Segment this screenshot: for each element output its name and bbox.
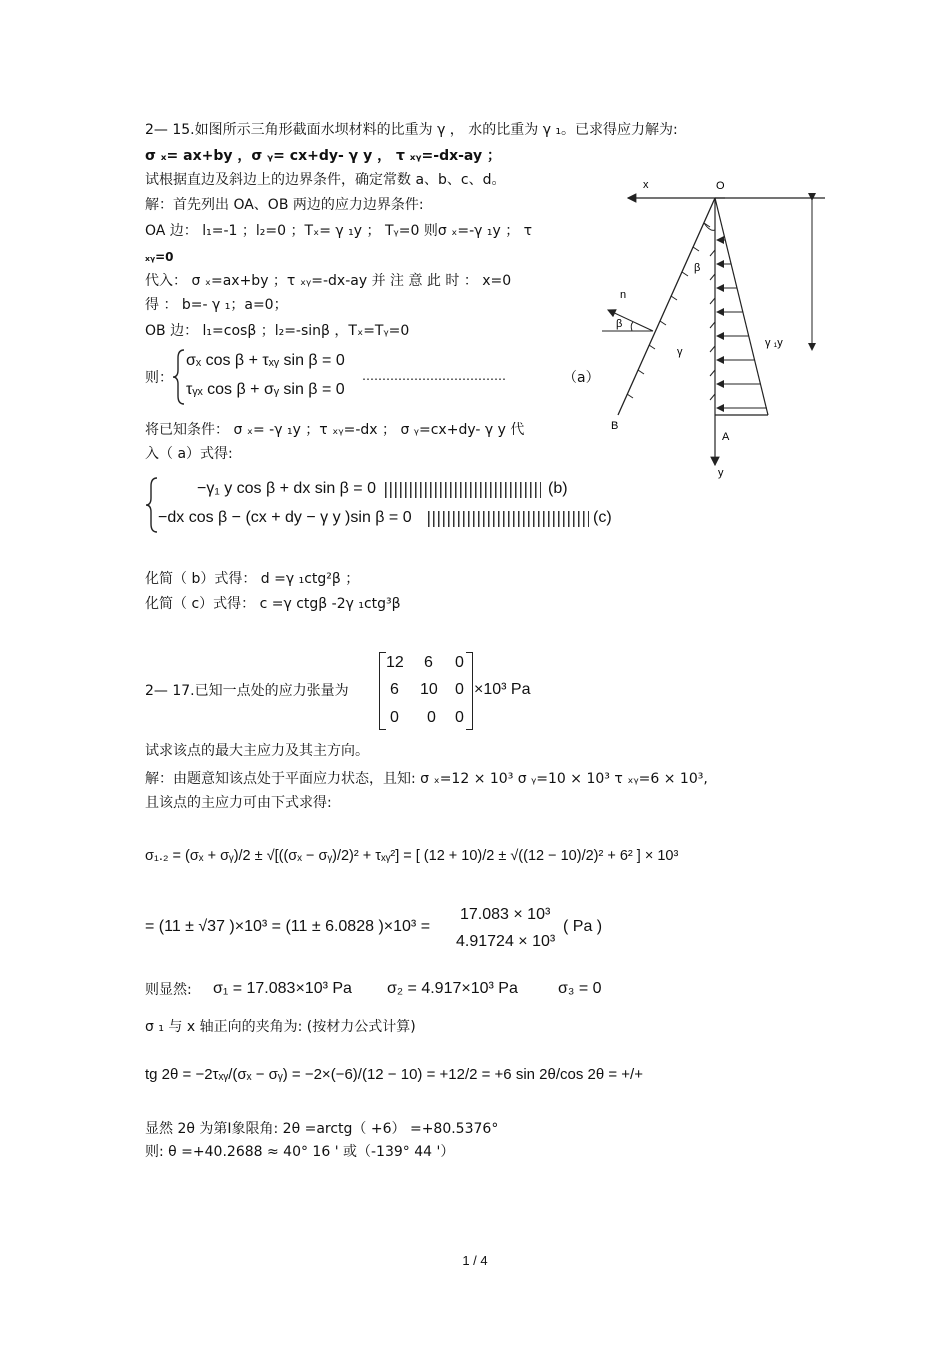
label-a: A xyxy=(722,431,730,443)
page-indicator: 1 / 4 xyxy=(462,1253,488,1268)
p215-line-task: 试根据直边及斜边上的边界条件，确定常数 a、b、c、d。 xyxy=(145,172,506,188)
p215-line-known: 将已知条件： σ ₓ= -γ ₁y ；τ ₓᵧ=-dx ； σ ᵧ=cx+dy- γ y 代 xyxy=(145,422,525,438)
p217-question: 试求该点的最大主应力及其主方向。 xyxy=(145,743,369,759)
p215-line-into: 入（ a）式得: xyxy=(145,446,233,462)
p215-line-title: 2— 15.如图所示三角形截面水坝材料的比重为 γ ， 水的比重为 γ ₁。已求得应力解为: xyxy=(145,122,678,138)
label-x: x xyxy=(643,179,649,191)
label-o: O xyxy=(716,180,725,192)
label-gamma: γ xyxy=(677,346,683,358)
filler-c xyxy=(428,511,589,527)
matrix-bracket-left xyxy=(379,652,386,730)
matrix-cell: 6 xyxy=(424,654,433,671)
p215-line-oa: OA 边： l₁=-1 ；l₂=0 ；Tₓ= γ ₁y ； Tᵧ=0 则σ ₓ=-γ ₁y ； τ xyxy=(145,223,533,239)
p215-line-oa-cont: ₓᵧ=0 xyxy=(145,250,174,264)
matrix-cell: 12 xyxy=(386,654,404,671)
results-intro: 则显然: xyxy=(145,982,192,998)
p217-solution-1: 解：由题意知该点处于平面应力状态，且知: σ ₓ=12 × 10³ σ ᵧ=10 × 10³ τ ₓᵧ=6 × 10³, xyxy=(145,771,708,787)
then-label: 则： xyxy=(145,370,173,386)
stress-matrix xyxy=(386,652,468,728)
p215-line-result: 得 ： b=- γ ₁；a=0； xyxy=(145,297,288,313)
brace-bc xyxy=(145,476,159,534)
p215-line-solution: σ ₓ= ax+by ，σ ᵧ= cx+dy- γ y ， τ ₓᵧ=-dx-ay ； xyxy=(145,148,501,164)
matrix-cell: 0 xyxy=(455,709,464,726)
tag-b: (b) xyxy=(548,480,568,497)
angle-intro: σ ₁ 与 x 轴正向的夹角为: (按材力公式计算) xyxy=(145,1019,416,1035)
simplify-c: 化简（ c）式得： c =γ ctgβ -2γ ₁ctg³β xyxy=(145,596,401,612)
label-beta-n: β xyxy=(616,318,623,330)
p215-line-start: 解：首先列出 OA、OB 两边的应力边界条件: xyxy=(145,197,424,213)
simplify-b: 化简（ b）式得： d =γ ₁ctg²β ； xyxy=(145,571,360,587)
tag-c: (c) xyxy=(593,509,612,526)
matrix-cell: 10 xyxy=(420,681,438,698)
principal-stress-formula: σ₁.₂ = (σₓ + σᵧ)/2 ± √[((σₓ − σᵧ)/2)² + τₓᵧ²] = [ (12 + 10)/2 ± √((12 − 10)/2)² + 6² ] × 10³ xyxy=(145,848,679,864)
matrix-cell: 0 xyxy=(455,681,464,698)
tag-a: （a） xyxy=(563,370,600,386)
principal-stress-unit: ( Pa ) xyxy=(563,918,603,935)
matrix-unit: ×10³ Pa xyxy=(474,681,531,698)
quadrant-line: 显然 2θ 为第Ⅰ象限角: 2θ =arctg（ +6） =+80.5376° xyxy=(145,1121,499,1137)
label-gamma1y: γ ₁y xyxy=(765,337,783,349)
tangent-formula: tg 2θ = −2τₓᵧ/(σₓ − σᵧ) = −2×(−6)/(12 − 10) = +12/2 = +6 sin 2θ/cos 2θ = +/+ xyxy=(145,1066,643,1083)
sigma1-value: σ₁ = 17.083×10³ Pa xyxy=(213,980,352,997)
equation-b: −γ₁ y cos β + dx sin β = 0 xyxy=(197,480,376,497)
theta-result: 则: θ =+40.2688 ≈ 40° 16 ' 或（-139° 44 '） xyxy=(145,1144,455,1160)
equation-c: −dx cos β − (cx + dy − γ y )sin β = 0 xyxy=(158,509,412,526)
sigma2-value: σ₂ = 4.917×10³ Pa xyxy=(387,980,518,997)
matrix-cell: 0 xyxy=(390,709,399,726)
label-b: B xyxy=(611,420,619,432)
dots: ……………………………… xyxy=(362,369,506,383)
principal-stress-eval: = (11 ± √37 )×10³ = (11 ± 6.0828 )×10³ = xyxy=(145,918,431,935)
principal-stress-low: 4.91724 × 10³ xyxy=(456,933,556,950)
filler-b xyxy=(385,482,541,498)
label-n: n xyxy=(620,289,627,301)
p217-intro: 2— 17.已知一点处的应力张量为 xyxy=(145,683,349,699)
principal-stress-high: 17.083 × 10³ xyxy=(460,906,551,923)
matrix-cell: 6 xyxy=(390,681,399,698)
label-beta-o: β xyxy=(694,262,701,274)
dam-figure xyxy=(600,170,830,485)
brace-a xyxy=(172,348,186,406)
sigma3-value: σ₃ = 0 xyxy=(558,980,602,997)
label-y: y xyxy=(718,467,724,479)
dam-slope xyxy=(618,198,715,415)
p215-line-subst: 代入： σ ₓ=ax+by ；τ ₓᵧ=-dx-ay 并 注 意 此 时 ： x=0 xyxy=(145,273,512,289)
equation-a1: σₓ cos β + τₓᵧ sin β = 0 xyxy=(186,352,345,369)
p217-solution-2: 且该点的主应力可由下式求得: xyxy=(145,795,332,811)
p215-line-ob: OB 边： l₁=cosβ ；l₂=-sinβ ，Tₓ=Tᵧ=0 xyxy=(145,323,410,339)
matrix-cell: 0 xyxy=(427,709,436,726)
equation-a2: τᵧₓ cos β + σᵧ sin β = 0 xyxy=(186,381,345,398)
matrix-cell: 0 xyxy=(455,654,464,671)
